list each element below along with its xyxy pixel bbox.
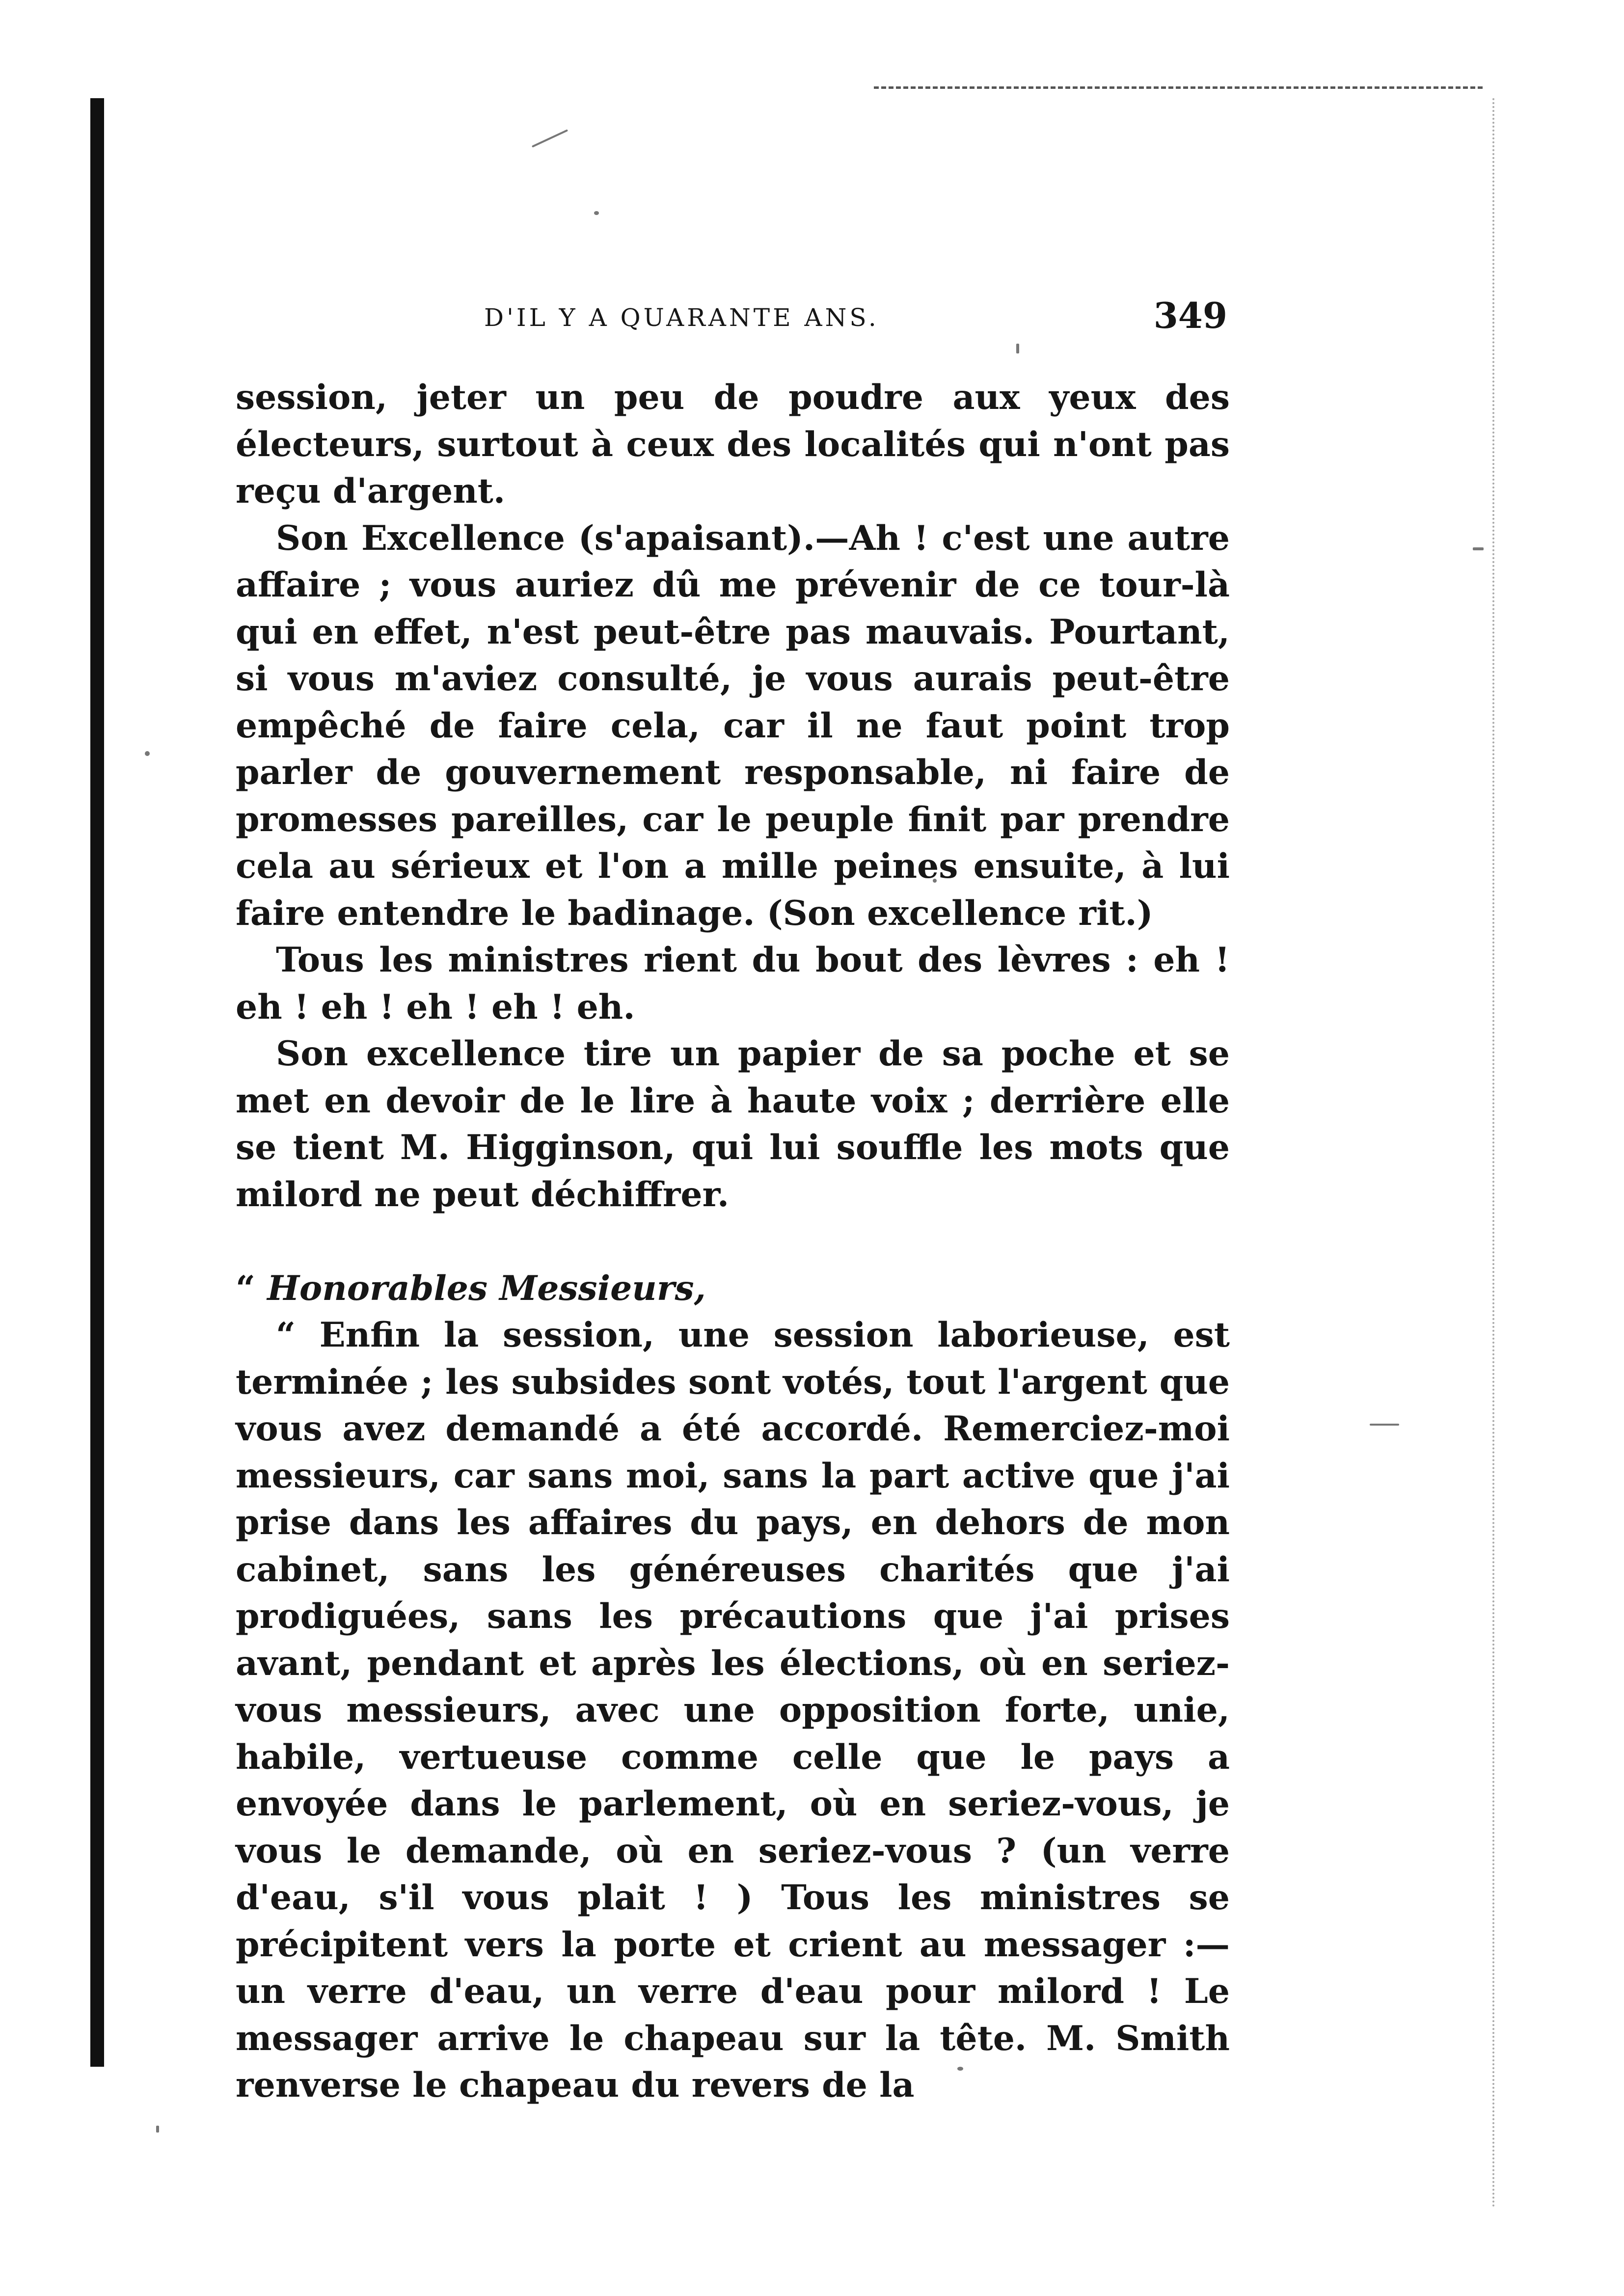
running-head: D'IL Y A QUARANTE ANS.	[484, 303, 879, 332]
page-edge-shadow	[90, 98, 104, 2067]
scan-edge-dots	[1492, 98, 1494, 2209]
section-gap	[236, 1218, 1230, 1265]
scan-speck	[1473, 547, 1484, 550]
salutation	[236, 1265, 1230, 1312]
salutation-text: Honorables Messieurs,	[267, 1268, 706, 1308]
paragraph: Son excellence tire un papier de sa poche et se met en devoir de le lire à haute voix ; derrière elle se tient M. Higginson, qui lui souffle les mots que milord ne peut déchiffrer.	[236, 1034, 1230, 1215]
opening-quote: “	[236, 1268, 255, 1308]
scan-speck	[156, 2126, 159, 2133]
scan-speck	[1370, 1424, 1399, 1426]
paragraph: Tous les ministres rient du bout des lèvres : eh ! eh ! eh ! eh ! eh ! eh.	[236, 940, 1230, 1027]
paragraph: session, jeter un peu de poudre aux yeux des électeurs, surtout à ceux des localités qui n'ont pas reçu d'argent.	[236, 378, 1230, 511]
scan-speck	[594, 211, 599, 215]
scan-speck	[532, 129, 568, 147]
paragraph: Son Excellence (s'apaisant).—Ah ! c'est une autre affaire ; vous auriez dû me prévenir de ce tour-là qui en effet, n'est peut-être pas mauvais. Pourtant, si vous m'aviez consulté, je vous aurais peut-être empêché de faire cela, car il ne faut point trop parler de gouvernement responsable, ni faire de promesses pareilles, car le peuple finit par prendre cela au sérieux et l'on a mille peines ensuite, à lui faire entendre le badinage. (Son excellence rit.)	[236, 518, 1230, 933]
page-header	[236, 295, 1227, 349]
page-number: 349	[1153, 295, 1227, 336]
paragraph: “ Enfin la session, une session laborieuse, est terminée ; les subsides sont votés, tout l'argent que vous avez demandé a été accordé. Remerciez-moi messieurs, car sans moi, sans la part active que j'ai prise dans les affaires du pays, en dehors de mon cabinet, sans les généreuses charités que j'ai prodiguées, sans les précautions que j'ai prises avant, pendant et après les élections, où en seriez-vous messieurs, avec une opposition forte, unie, habile, vertueuse comme celle que le pays a envoyée dans le parlement, où en seriez-vous, je vous le demande, où en seriez-vous ? (un verre d'eau, s'il vous plait ! ) Tous les ministres se précipitent vers la porte et crient au messager :—un verre d'eau, un verre d'eau pour milord ! Le messager arrive le chapeau sur la tête. M. Smith renverse le chapeau du revers de la	[236, 1315, 1230, 2105]
scan-edge-rule	[874, 86, 1483, 89]
scan-speck	[145, 751, 150, 756]
body-text	[236, 374, 1230, 2109]
